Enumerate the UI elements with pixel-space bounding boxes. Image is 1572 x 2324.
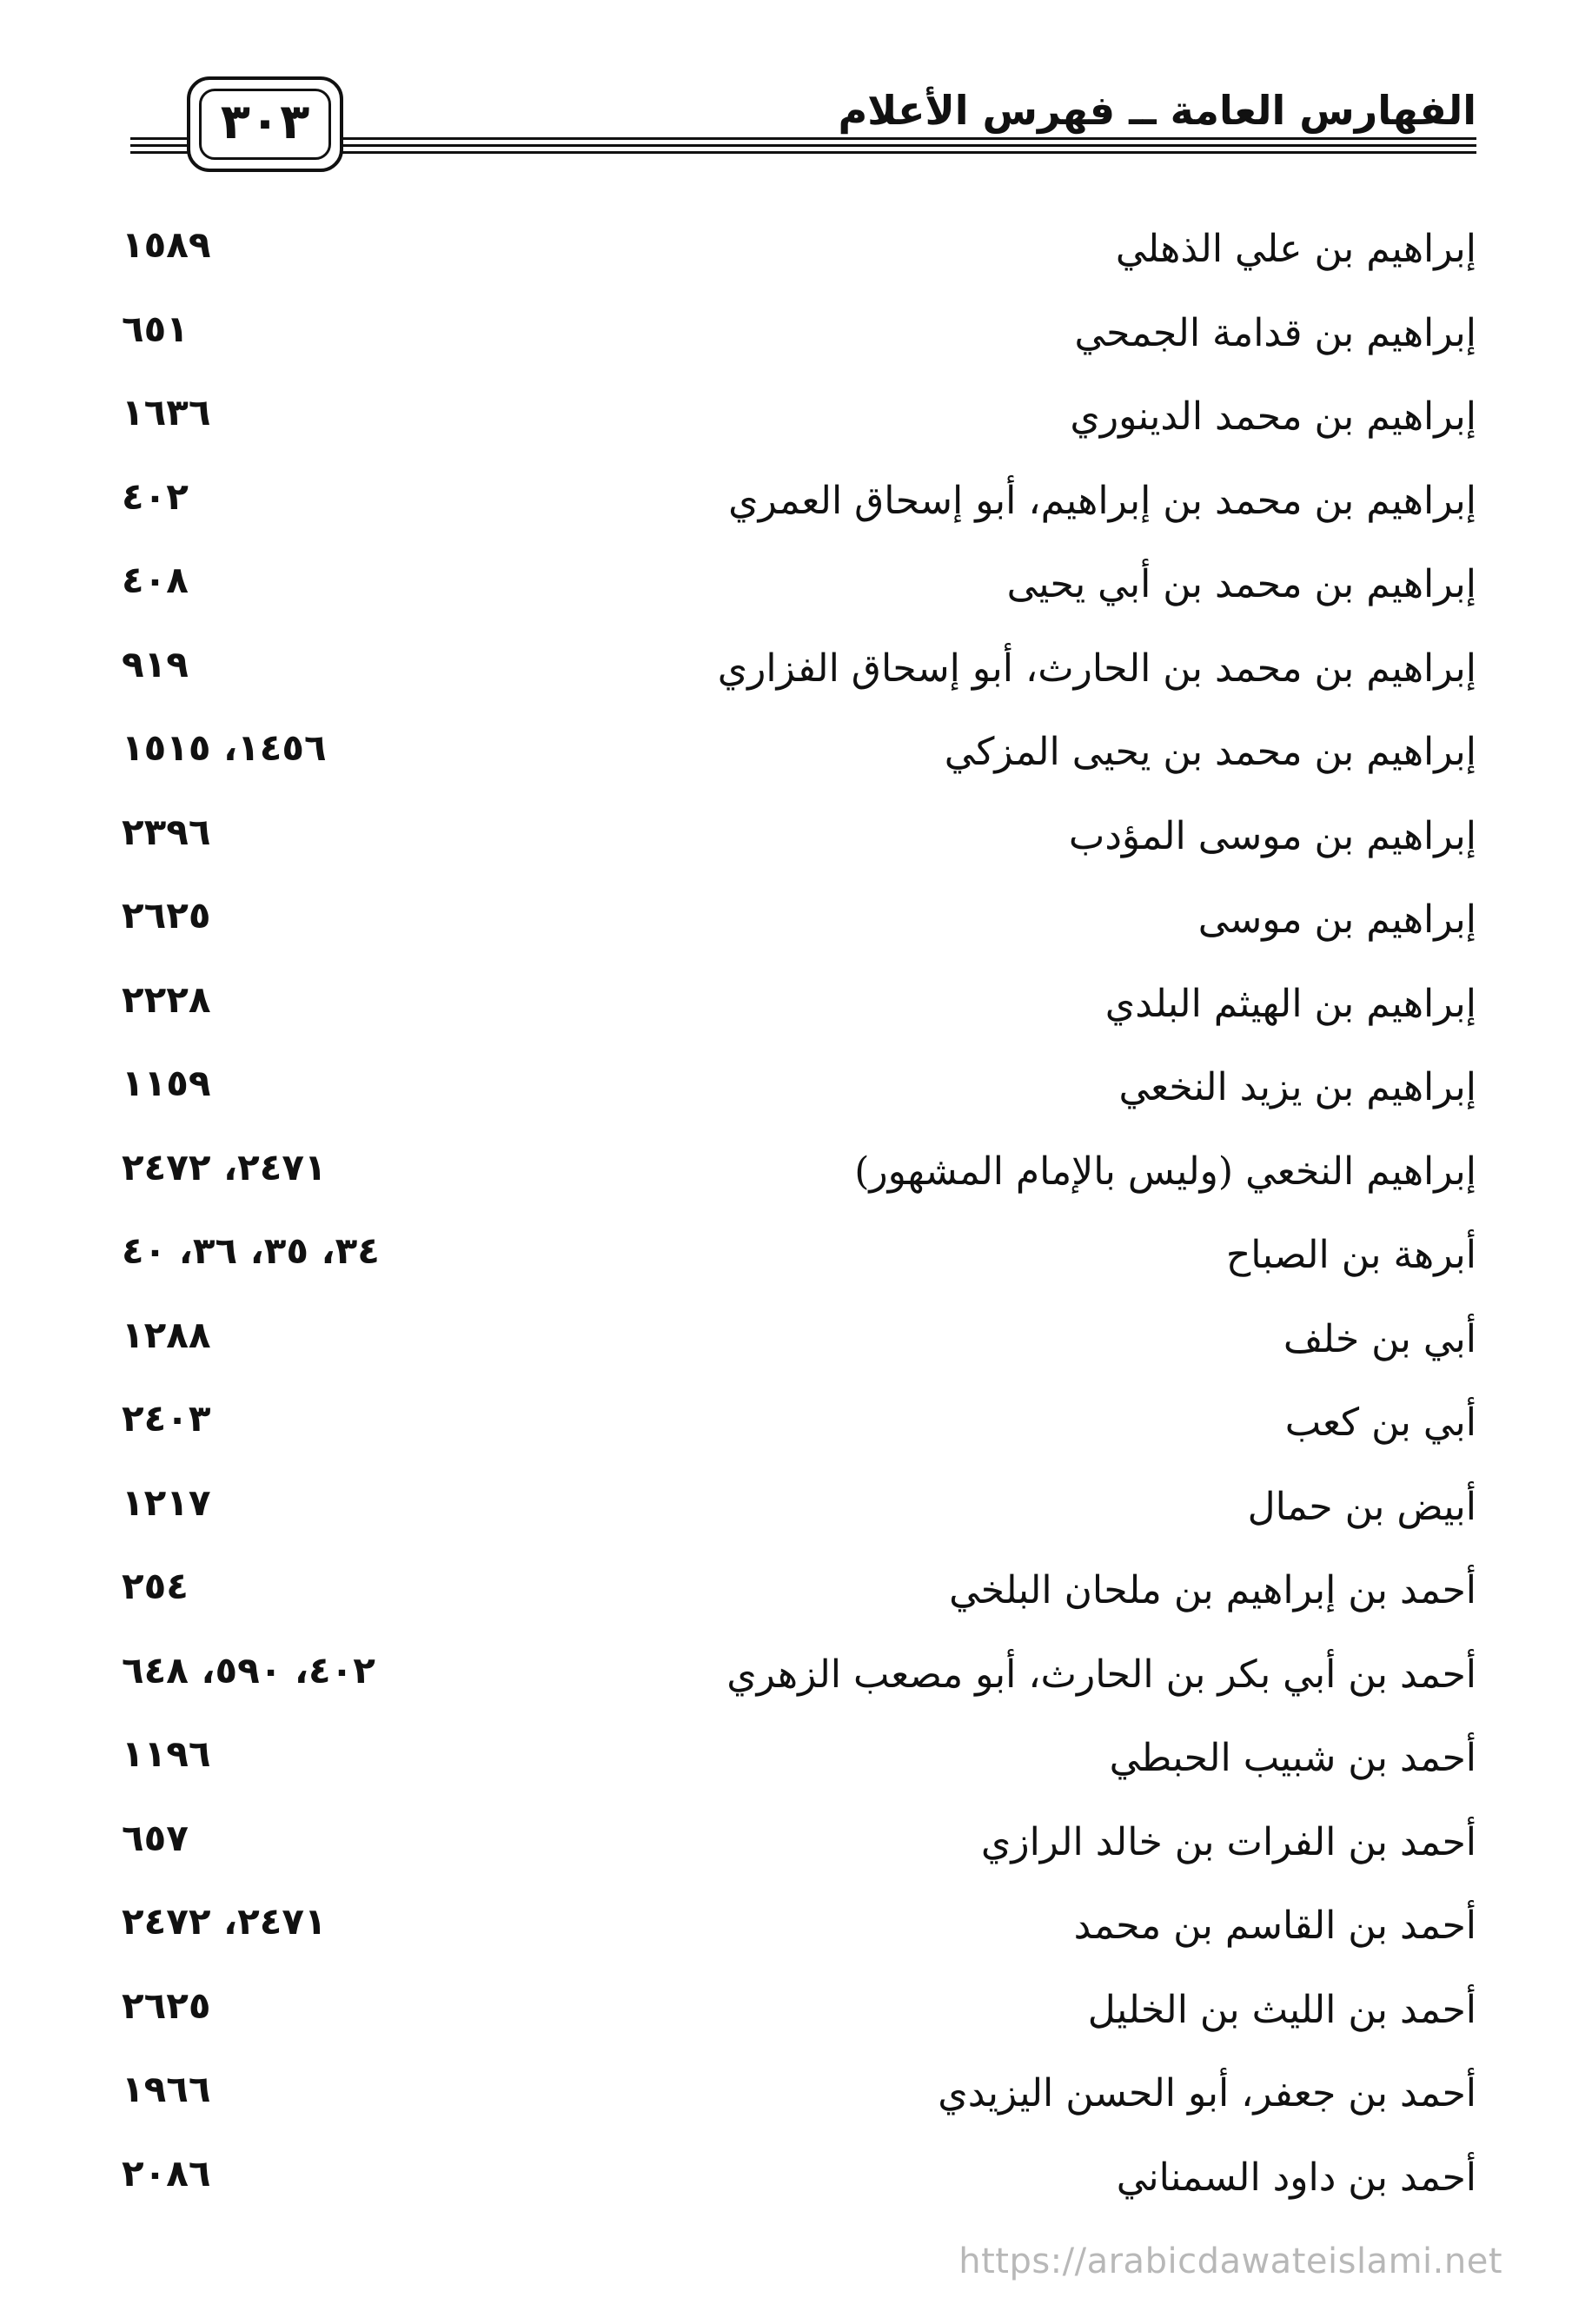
entry-name: إبراهيم بن محمد الدينوري bbox=[1070, 394, 1476, 439]
entry-page-numbers: ٤٠٨ bbox=[122, 559, 189, 601]
watermark-url: https://arabicdawateislami.net bbox=[958, 2241, 1502, 2281]
index-entry bbox=[122, 389, 1476, 473]
index-entry bbox=[122, 1060, 1476, 1144]
entry-name: إبراهيم بن محمد بن إبراهيم، أبو إسحاق العمري bbox=[728, 478, 1476, 523]
index-entry bbox=[122, 2066, 1476, 2150]
entry-page-numbers: ١٩٦٦ bbox=[122, 2068, 211, 2110]
entry-page-numbers: ١٢١٧ bbox=[122, 1480, 211, 1524]
index-entry bbox=[122, 1312, 1476, 1396]
index-entry bbox=[122, 809, 1476, 893]
index-entry bbox=[122, 641, 1476, 725]
index-entry bbox=[122, 1898, 1476, 1983]
index-entry bbox=[122, 1480, 1476, 1564]
entry-page-numbers: ٩١٩ bbox=[122, 642, 189, 685]
entry-page-numbers: ٢٦٢٥ bbox=[122, 1983, 211, 2027]
entry-name: أحمد بن جعفر، أبو الحسن اليزيدي bbox=[938, 2071, 1476, 2115]
entry-name: إبراهيم بن موسى المؤدب bbox=[1068, 813, 1476, 858]
entry-page-numbers: ٤٠٢، ٥٩٠، ٦٤٨ bbox=[122, 1648, 375, 1692]
index-entry bbox=[122, 222, 1476, 306]
index-entry bbox=[122, 1228, 1476, 1312]
entry-page-numbers: ١٢٨٨ bbox=[122, 1313, 211, 1356]
entry-page-numbers: ٤٠٢ bbox=[122, 474, 189, 518]
entry-name: أبرهة بن الصباح bbox=[1225, 1233, 1476, 1277]
entry-name: أحمد بن إبراهيم بن ملحان البلخي bbox=[949, 1568, 1476, 1612]
entry-page-numbers: ٢٢٢٨ bbox=[122, 977, 211, 1021]
index-entry bbox=[122, 1647, 1476, 1731]
entry-page-numbers: ١٤٥٦، ١٥١٥ bbox=[122, 726, 327, 769]
index-entry bbox=[122, 725, 1476, 809]
entry-name: إبراهيم بن علي الذهلي bbox=[1115, 227, 1476, 271]
entry-page-numbers: ١١٥٩ bbox=[122, 1062, 211, 1104]
entry-name: إبراهيم بن يزيد النخعي bbox=[1118, 1065, 1476, 1109]
index-entry bbox=[122, 473, 1476, 558]
index-entry bbox=[122, 892, 1476, 977]
index-entry bbox=[122, 1731, 1476, 1815]
entry-page-numbers: ٢٤٧١، ٢٤٧٢ bbox=[122, 1900, 327, 1943]
entry-name: إبراهيم بن قدامة الجمحي bbox=[1074, 310, 1476, 355]
entry-name: أحمد بن داود السمناني bbox=[1116, 2155, 1476, 2200]
index-entry bbox=[122, 2150, 1476, 2235]
entry-page-numbers: ٢٦٢٥ bbox=[122, 894, 211, 937]
entry-name: إبراهيم بن محمد بن أبي يحيى bbox=[1006, 562, 1476, 606]
index-entry bbox=[122, 1395, 1476, 1480]
names-index-list bbox=[122, 222, 1476, 2234]
entry-name: أبيض بن حمال bbox=[1247, 1484, 1476, 1529]
entry-name: أحمد بن شبيب الحبطي bbox=[1109, 1736, 1476, 1780]
index-entry bbox=[122, 1563, 1476, 1647]
entry-name: إبراهيم بن محمد بن الحارث، أبو إسحاق الفزاري bbox=[717, 646, 1476, 691]
entry-name: أحمد بن الليث بن الخليل bbox=[1087, 1987, 1476, 2032]
index-entry bbox=[122, 557, 1476, 641]
entry-name: أحمد بن القاسم بن محمد bbox=[1073, 1904, 1476, 1948]
entry-page-numbers: ٢٤٠٣ bbox=[122, 1397, 211, 1440]
entry-page-numbers: ١٦٣٦ bbox=[122, 391, 211, 434]
page-number-frame bbox=[187, 76, 343, 172]
running-header-title: الفهارس العامة ــ فهرس الأعلام bbox=[838, 87, 1476, 134]
entry-page-numbers: ١١٩٦ bbox=[122, 1732, 211, 1775]
entry-page-numbers: ٦٥٧ bbox=[122, 1816, 189, 1859]
entry-name: أبي بن كعب bbox=[1284, 1400, 1476, 1445]
entry-name: إبراهيم النخعي (وليس بالإمام المشهور) bbox=[854, 1149, 1476, 1194]
entry-page-numbers: ٢٠٨٦ bbox=[122, 2151, 211, 2195]
index-entry bbox=[122, 306, 1476, 390]
entry-name: أبي بن خلف bbox=[1283, 1316, 1476, 1361]
index-entry bbox=[122, 1144, 1476, 1228]
entry-name: إبراهيم بن موسى bbox=[1197, 897, 1476, 942]
entry-page-numbers: ٣٤، ٣٥، ٣٦، ٤٠ bbox=[122, 1229, 380, 1272]
entry-name: إبراهيم بن الهيثم البلدي bbox=[1104, 981, 1476, 1026]
entry-page-numbers: ١٥٨٩ bbox=[122, 223, 211, 266]
entry-page-numbers: ٦٥١ bbox=[122, 307, 189, 350]
index-entry bbox=[122, 1983, 1476, 2067]
index-entry bbox=[122, 1815, 1476, 1899]
index-entry bbox=[122, 977, 1476, 1061]
entry-name: أحمد بن أبي بكر بن الحارث، أبو مصعب الزهري bbox=[726, 1652, 1476, 1697]
entry-name: أحمد بن الفرات بن خالد الرازي bbox=[980, 1819, 1476, 1864]
entry-page-numbers: ٢٤٧١، ٢٤٧٢ bbox=[122, 1145, 327, 1188]
entry-name: إبراهيم بن محمد بن يحيى المزكي bbox=[944, 730, 1476, 774]
page-number: ٣٠٣ bbox=[220, 94, 310, 150]
entry-page-numbers: ٢٣٩٦ bbox=[122, 810, 211, 853]
entry-page-numbers: ٢٥٤ bbox=[122, 1565, 189, 1607]
